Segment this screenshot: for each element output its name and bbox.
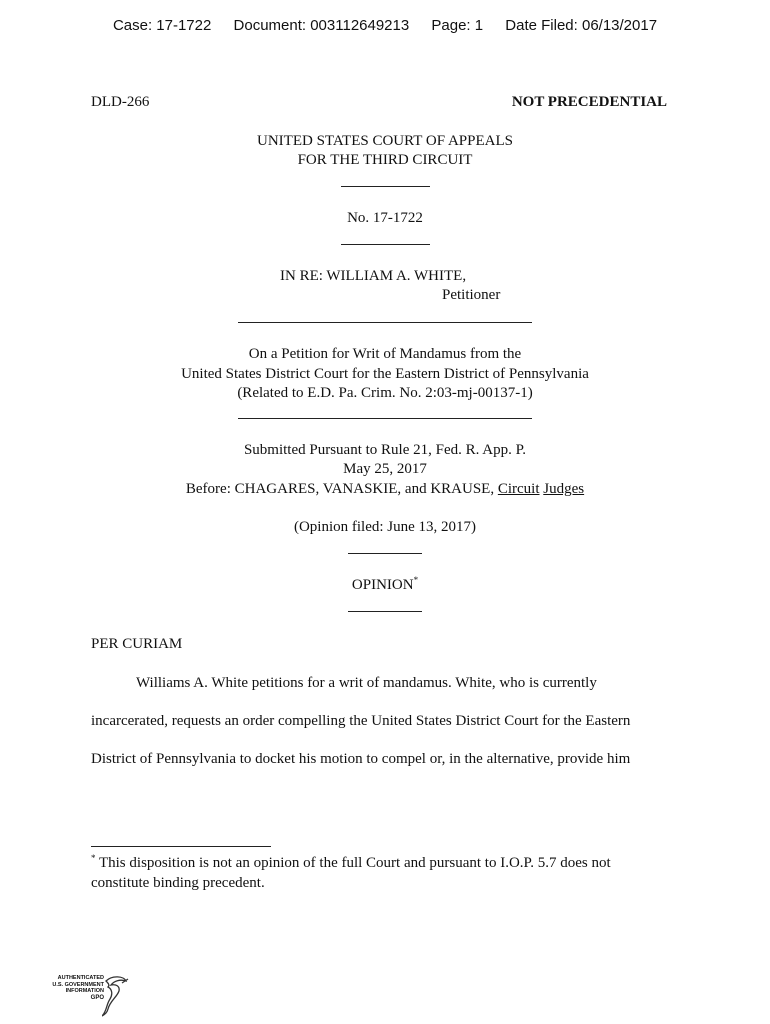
header-date-filed: Date Filed: 06/13/2017 (505, 17, 658, 34)
divider (341, 244, 430, 245)
gpo-logo-line3: INFORMATION (65, 988, 104, 995)
body-line: Williams A. White petitions for a writ of mandamus. White, who is currently (136, 675, 597, 691)
petition-line3: (Related to E.D. Pa. Crim. No. 2:03-mj-00137-1) (237, 385, 533, 401)
per-curiam: PER CURIAM (91, 636, 183, 652)
petition-line2: United States District Court for the Eastern District of Pennsylvania (181, 366, 589, 382)
footnote-text: This disposition is not an opinion of the full Court and pursuant to I.O.P. 5.7 does not (95, 855, 611, 871)
body-line: incarcerated, requests an order compelling the United States District Court for the Eastern (91, 713, 631, 729)
ecf-header (0, 17, 770, 34)
divider (348, 611, 422, 612)
panel-judges (0, 481, 770, 498)
opinion-footnote-marker: * (413, 575, 419, 585)
gpo-logo-line1: AUTHENTICATED (57, 975, 104, 981)
gpo-authentication-logo (44, 975, 134, 1017)
header-case: Case: 17-1722 (112, 17, 212, 34)
divider (238, 322, 532, 323)
divider (341, 186, 430, 187)
panel-judges-word: Judges (543, 481, 585, 497)
submission-date: May 25, 2017 (343, 461, 427, 477)
docket-code: DLD-266 (91, 94, 150, 110)
footnote-marker: * (91, 853, 96, 863)
panel-circuit: Circuit (497, 481, 540, 497)
footnote-line1 (91, 855, 611, 872)
opinion-filed-date: (Opinion filed: June 13, 2017) (293, 519, 477, 535)
divider (348, 553, 422, 554)
court-name-line1: UNITED STATES COURT OF APPEALS (257, 133, 513, 149)
opinion-heading-text: OPINION (351, 577, 414, 593)
body-line: District of Pennsylvania to docket his motion to compel or, in the alternative, provide him (91, 751, 631, 767)
case-number: No. 17-1722 (347, 210, 423, 226)
petition-line1: On a Petition for Writ of Mandamus from the (248, 346, 522, 362)
caption-role: Petitioner (442, 287, 501, 303)
footnote-divider (91, 846, 271, 847)
header-document: Document: 003112649213 (233, 17, 410, 34)
footnote-line2: constitute binding precedent. (91, 875, 265, 891)
caption-in-re: IN RE: WILLIAM A. WHITE, (280, 268, 467, 284)
divider (238, 418, 532, 419)
court-name-line2: FOR THE THIRD CIRCUIT (297, 152, 473, 168)
gpo-logo-line4: GPO (90, 994, 104, 1001)
header-page: Page: 1 (431, 17, 484, 34)
gpo-logo-line2: U.S. GOVERNMENT (52, 981, 104, 988)
eagle-icon (102, 975, 130, 1017)
panel-before: Before: CHAGARES, VANASKIE, and KRAUSE, (185, 481, 498, 497)
submission-line: Submitted Pursuant to Rule 21, Fed. R. App. P. (243, 442, 527, 458)
precedential-status: NOT PRECEDENTIAL (511, 94, 667, 110)
opinion-heading (0, 577, 770, 594)
